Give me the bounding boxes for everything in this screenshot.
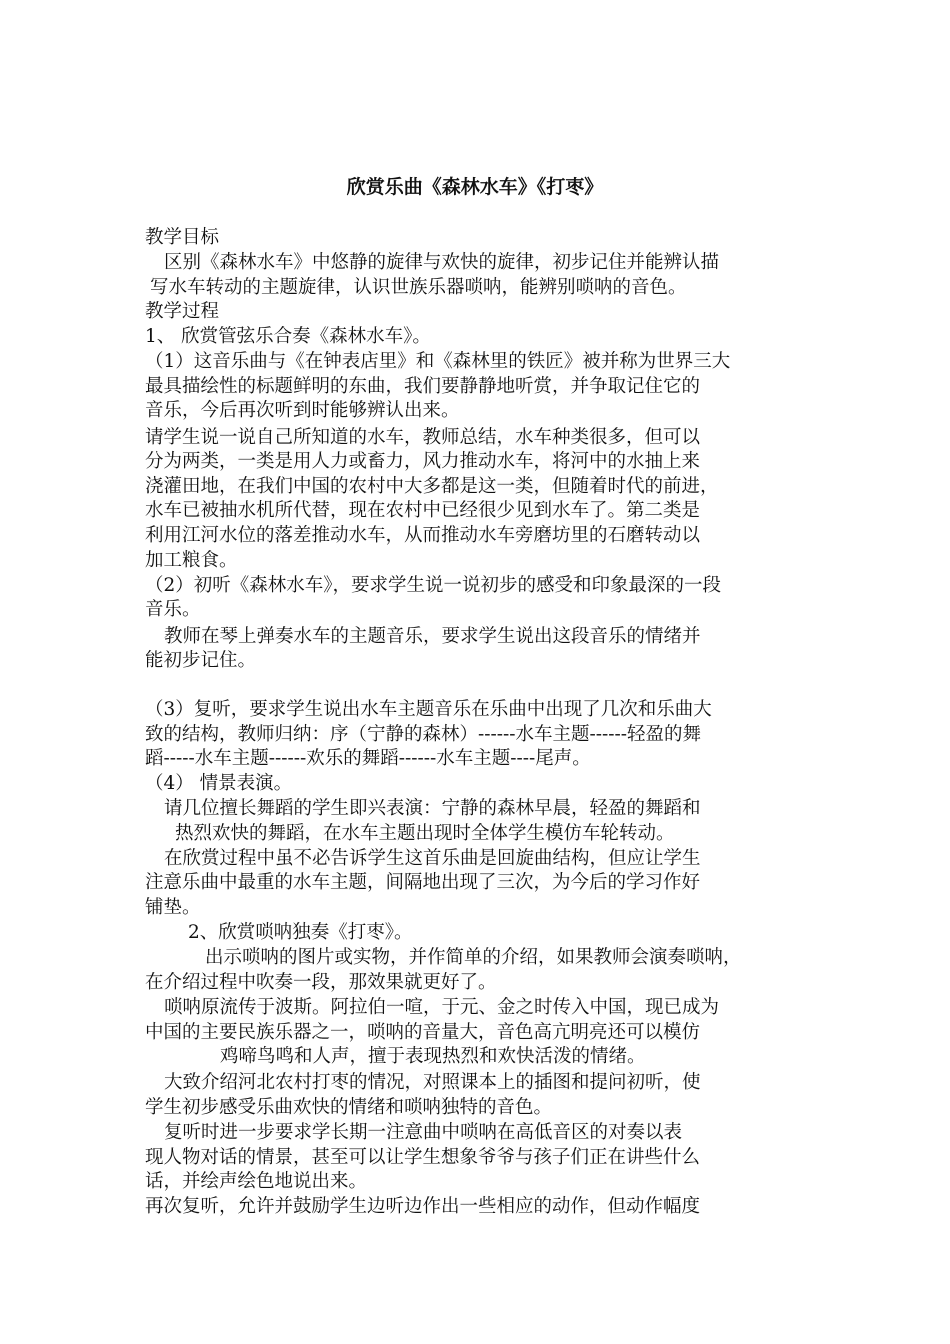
text-line: 写水车转动的主题旋律，认识世族乐器唢呐，能辨别唢呐的音色。: [150, 277, 687, 298]
text-line: 在介绍过程中吹奏一段，那效果就更好了。: [145, 972, 497, 993]
text-line: 音乐。: [145, 599, 201, 620]
text-line: 在欣赏过程中虽不必告诉学生这首乐曲是回旋曲结构，但应让学生: [164, 848, 701, 869]
document-title: 欣赏乐曲《森林水车》《打枣》: [346, 176, 604, 198]
text-line: 热烈欢快的舞蹈，在水车主题出现时全体学生模仿车轮转动。: [175, 823, 675, 844]
text-line: 注意乐曲中最重的水车主题，间隔地出现了三次，为今后的学习作好: [145, 872, 701, 893]
text-line: 现人物对话的情景，甚至可以让学生想象爷爷与孩子们正在讲些什么: [145, 1147, 701, 1168]
text-line: 中国的主要民族乐器之一，唢呐的音量大，音色高亢明亮还可以模仿: [145, 1022, 701, 1043]
text-line: （2）初听《森林水车》，要求学生说一说初步的感受和印象最深的一段: [145, 575, 722, 596]
text-line: 大致介绍河北农村打枣的情况，对照课本上的插图和提问初听，使: [164, 1072, 701, 1093]
text-line: （1）这音乐曲与《在钟表店里》和《森林里的铁匠》被并称为世界三大: [145, 351, 731, 372]
text-line: 利用江河水位的落差推动水车，从而推动水车旁磨坊里的石磨转动以: [145, 525, 701, 546]
text-line: 最具描绘性的标题鲜明的东曲，我们要静静地听赏，并争取记住它的: [145, 376, 701, 397]
text-line: 2、欣赏唢呐独奏《打枣》。: [188, 922, 413, 943]
text-line: 分为两类，一类是用人力或畜力，风力推动水车，将河中的水抽上来: [145, 451, 701, 472]
text-line: 请几位擅长舞蹈的学生即兴表演：宁静的森林早晨，轻盈的舞蹈和: [164, 798, 701, 819]
text-line: 教师在琴上弹奏水车的主题音乐，要求学生说出这段音乐的情绪并: [164, 626, 701, 647]
text-line: （3）复听，要求学生说出水车主题音乐在乐曲中出现了几次和乐曲大: [145, 699, 712, 720]
text-line: 致的结构，教师归纳：序（宁静的森林）------水车主题------轻盈的舞: [145, 724, 702, 745]
text-line: 1、 欣赏管弦乐合奏《森林水车》。: [145, 326, 431, 347]
text-line: 浇灌田地，在我们中国的农村中大多都是这一类，但随着时代的前进，: [145, 476, 719, 497]
text-line: 出示唢呐的图片或实物，并作简单的介绍，如果教师会演奏唢呐，: [205, 947, 742, 968]
text-line: 蹈-----水车主题------欢乐的舞蹈------水车主题----尾声。: [145, 748, 591, 769]
text-line: 鸡啼鸟鸣和人声，擅于表现热烈和欢快活泼的情绪。: [220, 1046, 646, 1067]
text-line: 复听时进一步要求学长期一注意曲中唢呐在高低音区的对奏以表: [164, 1122, 683, 1143]
text-line: 水车已被抽水机所代替，现在农村中已经很少见到水车了。第二类是: [145, 500, 701, 521]
text-line: 区别《森林水车》中悠静的旋律与欢快的旋律，初步记住并能辨认描: [164, 252, 720, 273]
text-line: 教学目标: [145, 227, 220, 248]
text-line: 话，并绘声绘色地说出来。: [145, 1171, 368, 1192]
text-line: （4） 情景表演。: [145, 773, 293, 794]
text-line: 教学过程: [145, 301, 220, 322]
text-line: 铺垫。: [145, 897, 201, 918]
text-line: 唢呐原流传于波斯。阿拉伯一喧，于元、金之时传入中国，现已成为: [164, 997, 720, 1018]
text-line: 请学生说一说自己所知道的水车，教师总结，水车种类很多，但可以: [145, 427, 701, 448]
text-line: 加工粮食。: [145, 550, 238, 571]
text-line: 能初步记住。: [145, 650, 257, 671]
text-line: 再次复听，允许并鼓励学生边听边作出一些相应的动作，但动作幅度: [145, 1196, 701, 1217]
text-line: 音乐，今后再次听到时能够辨认出来。: [145, 400, 460, 421]
text-line: 学生初步感受乐曲欢快的情绪和唢呐独特的音色。: [145, 1097, 553, 1118]
